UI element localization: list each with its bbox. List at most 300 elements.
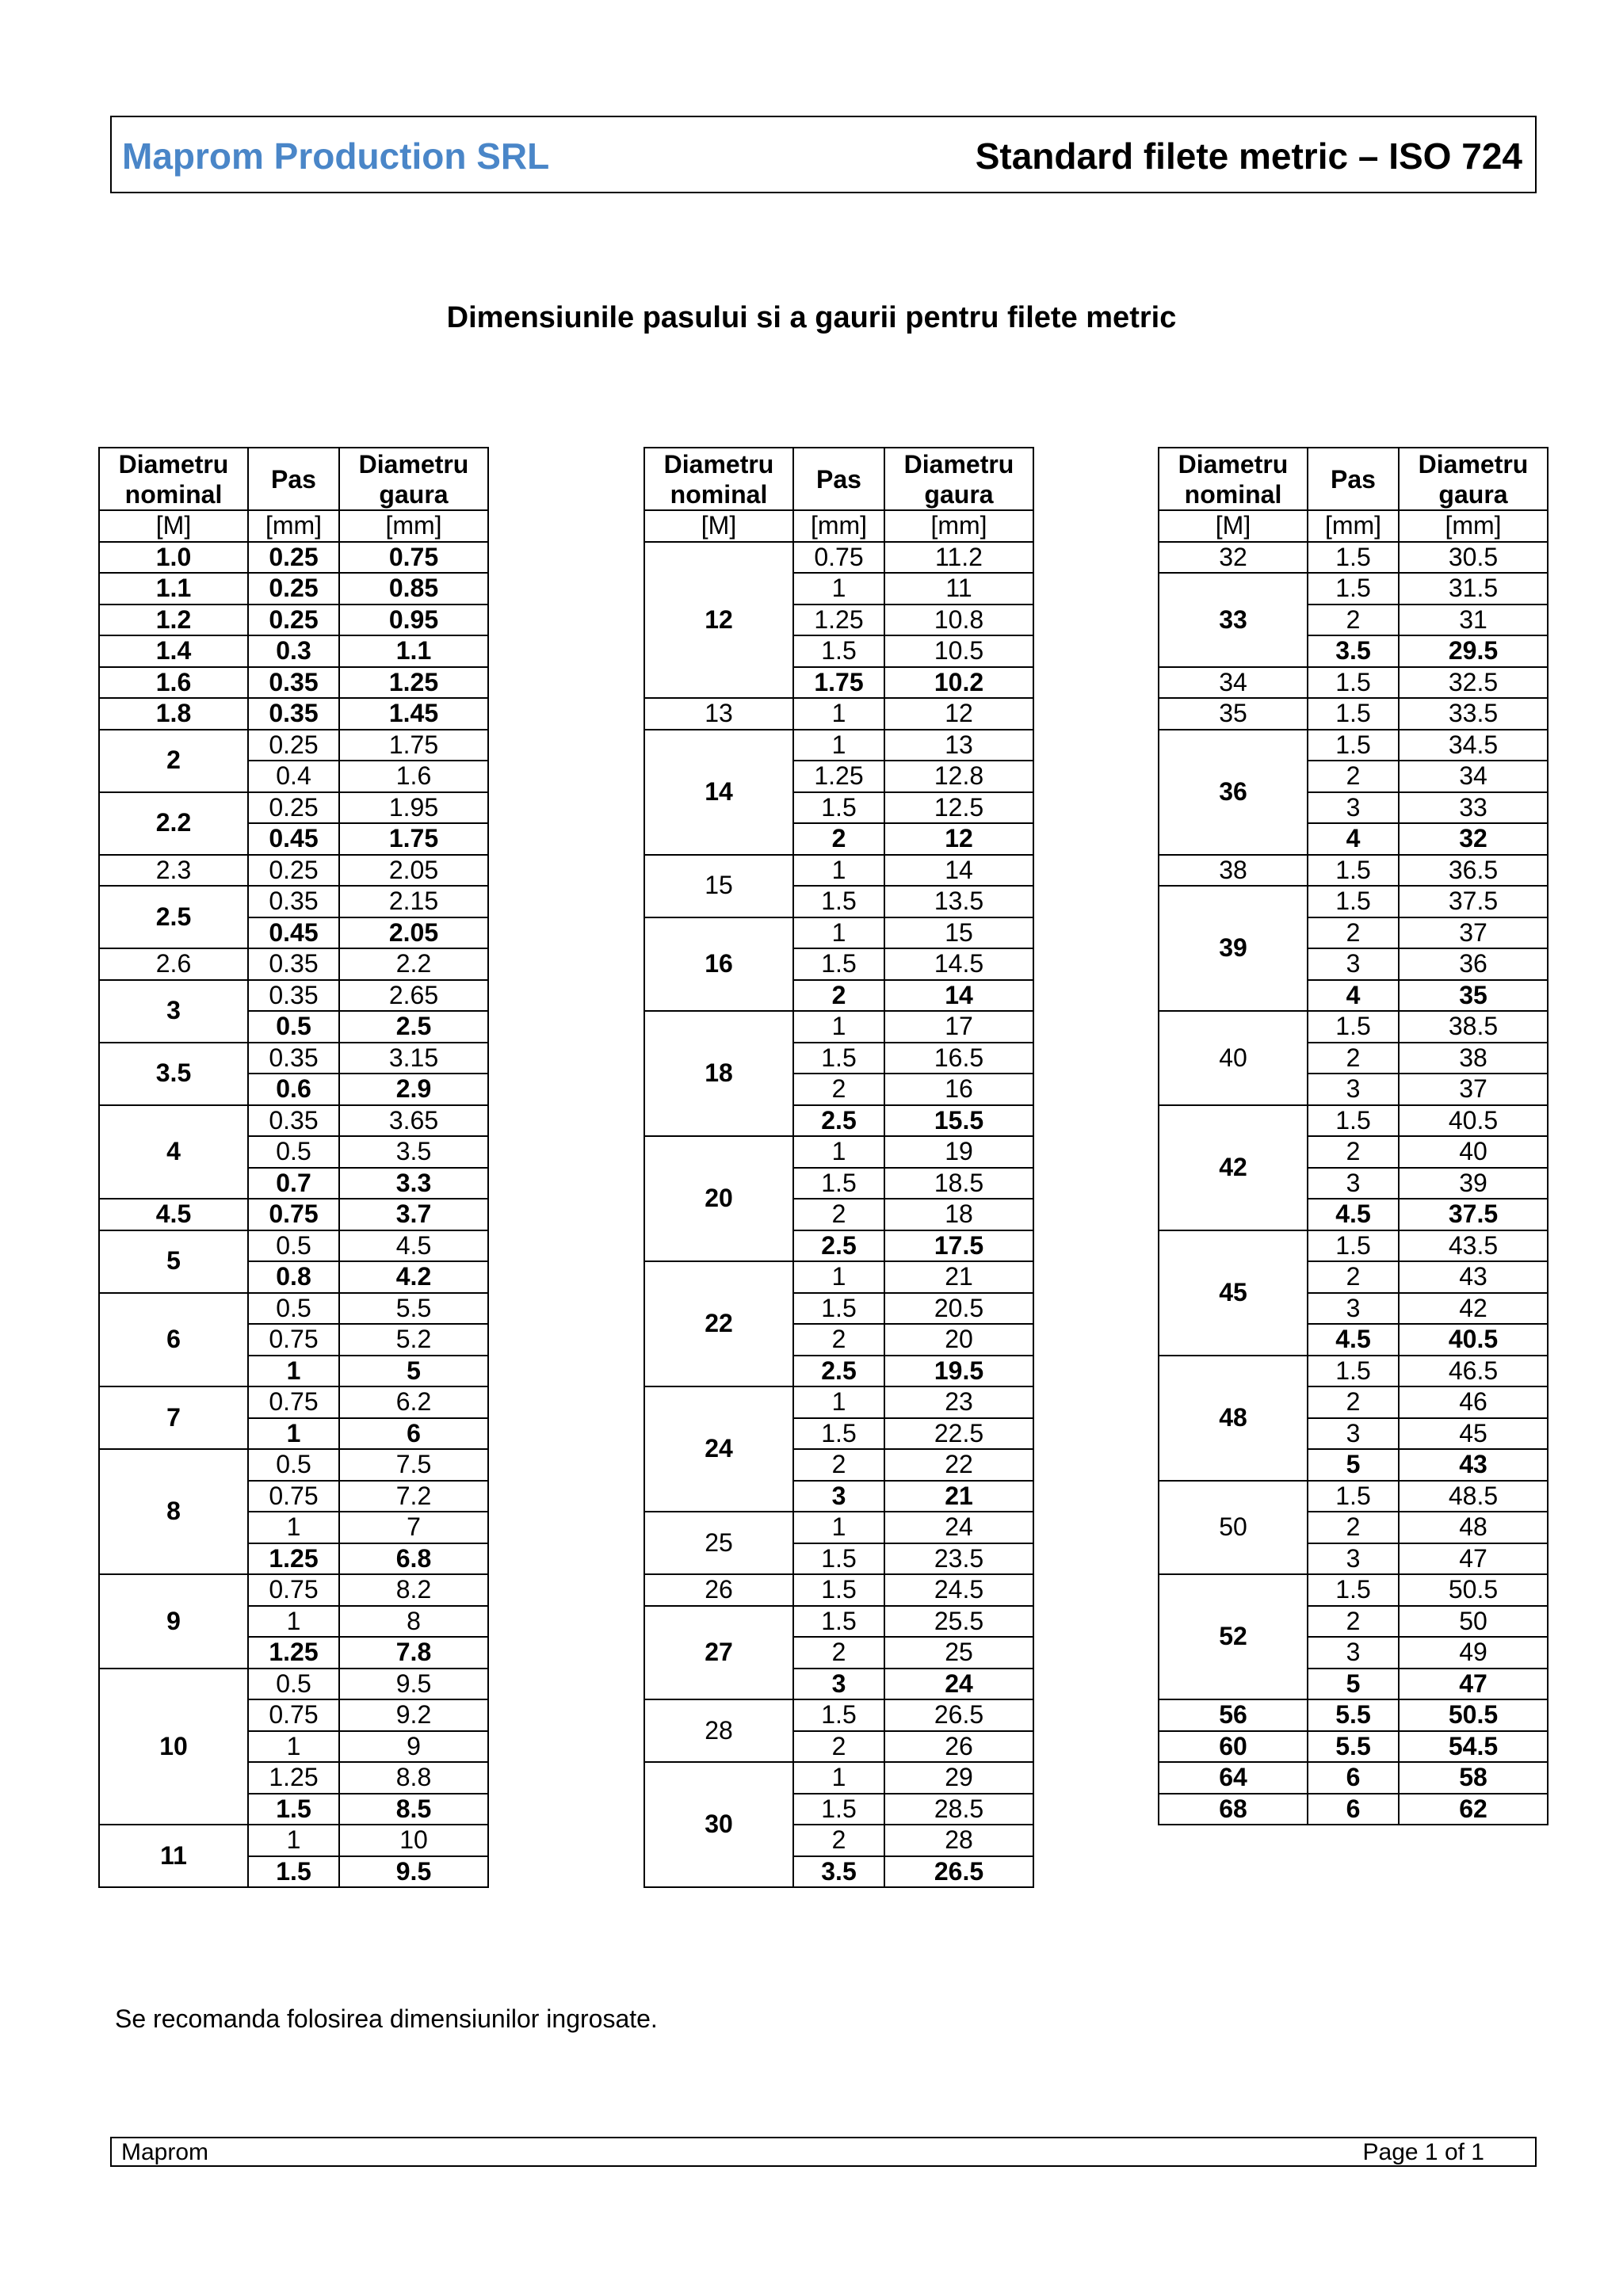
nominal-cell: 1.0: [99, 542, 248, 574]
table-row: [1159, 667, 1548, 699]
pitch-cell: 2: [793, 1074, 884, 1105]
header-pitch: Pas: [793, 448, 884, 510]
hole-cell: 5: [339, 1356, 488, 1387]
hole-cell: 16.5: [884, 1043, 1033, 1074]
table-row: [644, 917, 1033, 949]
units-row: [99, 510, 488, 542]
pitch-cell: 2: [1308, 1043, 1399, 1074]
hole-cell: 28.5: [884, 1794, 1033, 1825]
table-row: [99, 605, 488, 636]
pitch-cell: 1.25: [793, 761, 884, 792]
hole-cell: 29.5: [1399, 635, 1548, 667]
pitch-cell: 2: [793, 1199, 884, 1230]
hole-cell: 24: [884, 1669, 1033, 1700]
pitch-cell: 1.5: [1308, 1105, 1399, 1137]
hole-cell: 31.5: [1399, 573, 1548, 605]
pitch-cell: 0.45: [248, 823, 339, 855]
table-row: [1159, 886, 1548, 917]
table-row: [1159, 730, 1548, 761]
hole-cell: 2.65: [339, 980, 488, 1012]
hole-cell: 1.6: [339, 761, 488, 792]
nominal-cell: 8: [99, 1449, 248, 1574]
pitch-cell: 1.5: [1308, 698, 1399, 730]
thread-table-1: [98, 447, 489, 1888]
pitch-cell: 0.5: [248, 1136, 339, 1168]
pitch-cell: 0.5: [248, 1449, 339, 1481]
pitch-cell: 1.5: [248, 1856, 339, 1888]
nominal-cell: 40: [1159, 1011, 1308, 1105]
hole-cell: 38.5: [1399, 1011, 1548, 1043]
nominal-cell: 2.2: [99, 792, 248, 855]
pitch-cell: 0.25: [248, 573, 339, 605]
hole-cell: 36: [1399, 948, 1548, 980]
nominal-cell: 45: [1159, 1230, 1308, 1356]
table-row: [99, 667, 488, 699]
hole-cell: 46: [1399, 1386, 1548, 1418]
pitch-cell: 1.5: [793, 1606, 884, 1638]
hole-cell: 20.5: [884, 1293, 1033, 1325]
pitch-cell: 0.25: [248, 792, 339, 824]
hole-cell: 3.3: [339, 1168, 488, 1199]
table-row: [99, 698, 488, 730]
hole-cell: 34: [1399, 761, 1548, 792]
table-row: [1159, 1794, 1548, 1825]
hole-cell: 2.5: [339, 1011, 488, 1043]
pitch-cell: 0.25: [248, 855, 339, 887]
pitch-cell: 0.75: [248, 1199, 339, 1230]
hole-cell: 10.8: [884, 605, 1033, 636]
hole-cell: 18: [884, 1199, 1033, 1230]
hole-cell: 33.5: [1399, 698, 1548, 730]
hole-cell: 30.5: [1399, 542, 1548, 574]
table-row: [99, 1105, 488, 1137]
hole-cell: 8.2: [339, 1574, 488, 1606]
hole-cell: 47: [1399, 1669, 1548, 1700]
hole-cell: 37: [1399, 1074, 1548, 1105]
hole-cell: 3.5: [339, 1136, 488, 1168]
table-row: [99, 1386, 488, 1418]
hole-cell: 19.5: [884, 1356, 1033, 1387]
hole-cell: 37.5: [1399, 886, 1548, 917]
hole-cell: 38: [1399, 1043, 1548, 1074]
pitch-cell: 1: [248, 1418, 339, 1450]
hole-cell: 15: [884, 917, 1033, 949]
pitch-cell: 1.25: [248, 1543, 339, 1575]
table-row: [99, 792, 488, 824]
pitch-cell: 1: [248, 1512, 339, 1543]
table-row: [99, 730, 488, 761]
pitch-cell: 0.5: [248, 1011, 339, 1043]
table-row: [644, 1574, 1033, 1606]
table-row: [99, 1293, 488, 1325]
pitch-cell: 3: [1308, 792, 1399, 824]
page-footer: [110, 2137, 1537, 2167]
pitch-cell: 2.5: [793, 1356, 884, 1387]
nominal-cell: 11: [99, 1825, 248, 1887]
units-row: [1159, 510, 1548, 542]
pitch-cell: 0.3: [248, 635, 339, 667]
table-row: [644, 698, 1033, 730]
table-row: [644, 1512, 1033, 1543]
header-row: [644, 448, 1033, 510]
nominal-cell: 20: [644, 1136, 793, 1261]
table-row: [1159, 542, 1548, 574]
hole-cell: 6.8: [339, 1543, 488, 1575]
nominal-cell: 52: [1159, 1574, 1308, 1699]
hole-cell: 8.5: [339, 1794, 488, 1825]
pitch-cell: 1.5: [793, 948, 884, 980]
table-row: [99, 1043, 488, 1074]
table-row: [1159, 1574, 1548, 1606]
pitch-cell: 1: [248, 1606, 339, 1638]
pitch-cell: 4.5: [1308, 1324, 1399, 1356]
pitch-cell: 0.35: [248, 667, 339, 699]
pitch-cell: 1.5: [1308, 1481, 1399, 1512]
hole-cell: 40: [1399, 1136, 1548, 1168]
hole-cell: 21: [884, 1261, 1033, 1293]
hole-cell: 1.75: [339, 823, 488, 855]
thread-table-2: [643, 447, 1034, 1888]
hole-cell: 13: [884, 730, 1033, 761]
table-row: [99, 1825, 488, 1856]
pitch-cell: 2: [1308, 761, 1399, 792]
hole-cell: 13.5: [884, 886, 1033, 917]
pitch-cell: 1.75: [793, 667, 884, 699]
hole-cell: 3.65: [339, 1105, 488, 1137]
hole-cell: 29: [884, 1762, 1033, 1794]
unit-pitch: [mm]: [248, 510, 339, 542]
hole-cell: 12: [884, 823, 1033, 855]
pitch-cell: 1.5: [793, 792, 884, 824]
hole-cell: 9.5: [339, 1669, 488, 1700]
pitch-cell: 0.45: [248, 917, 339, 949]
pitch-cell: 2: [1308, 605, 1399, 636]
hole-cell: 46.5: [1399, 1356, 1548, 1387]
hole-cell: 28: [884, 1825, 1033, 1856]
pitch-cell: 5: [1308, 1449, 1399, 1481]
hole-cell: 9.5: [339, 1856, 488, 1888]
nominal-cell: 2.5: [99, 886, 248, 948]
table-row: [1159, 1699, 1548, 1731]
table-row: [99, 886, 488, 917]
hole-cell: 20: [884, 1324, 1033, 1356]
nominal-cell: 16: [644, 917, 793, 1012]
hole-cell: 58: [1399, 1762, 1548, 1794]
table-row: [99, 855, 488, 887]
table-row: [644, 1762, 1033, 1794]
nominal-cell: 5: [99, 1230, 248, 1293]
hole-cell: 5.5: [339, 1293, 488, 1325]
pitch-cell: 2: [793, 823, 884, 855]
nominal-cell: 1.2: [99, 605, 248, 636]
pitch-cell: 3: [1308, 1543, 1399, 1575]
nominal-cell: 4: [99, 1105, 248, 1199]
nominal-cell: 42: [1159, 1105, 1308, 1230]
table-row: [99, 1449, 488, 1481]
hole-cell: 11.2: [884, 542, 1033, 574]
pitch-cell: 1.25: [248, 1637, 339, 1669]
hole-cell: 39: [1399, 1168, 1548, 1199]
pitch-cell: 2: [793, 980, 884, 1012]
hole-cell: 1.45: [339, 698, 488, 730]
pitch-cell: 1: [248, 1356, 339, 1387]
table-row: [1159, 1011, 1548, 1043]
unit-nominal: [M]: [1159, 510, 1308, 542]
nominal-cell: 33: [1159, 573, 1308, 667]
table-row: [99, 542, 488, 574]
hole-cell: 7: [339, 1512, 488, 1543]
hole-cell: 9: [339, 1731, 488, 1763]
pitch-cell: 0.75: [248, 1324, 339, 1356]
hole-cell: 26.5: [884, 1699, 1033, 1731]
pitch-cell: 1: [793, 855, 884, 887]
hole-cell: 32: [1399, 823, 1548, 855]
table-row: [1159, 1105, 1548, 1137]
table-row: [1159, 1481, 1548, 1512]
pitch-cell: 1.5: [1308, 855, 1399, 887]
recommendation-note: Se recomanda folosirea dimensiunilor ingrosate.: [115, 2004, 658, 2033]
pitch-cell: 5.5: [1308, 1731, 1399, 1763]
hole-cell: 40.5: [1399, 1105, 1548, 1137]
hole-cell: 42: [1399, 1293, 1548, 1325]
unit-hole: [mm]: [884, 510, 1033, 542]
hole-cell: 22.5: [884, 1418, 1033, 1450]
pitch-cell: 1.5: [793, 1293, 884, 1325]
hole-cell: 34.5: [1399, 730, 1548, 761]
nominal-cell: 34: [1159, 667, 1308, 699]
hole-cell: 11: [884, 573, 1033, 605]
nominal-cell: 32: [1159, 542, 1308, 574]
hole-cell: 50.5: [1399, 1699, 1548, 1731]
nominal-cell: 13: [644, 698, 793, 730]
pitch-cell: 2: [793, 1731, 884, 1763]
hole-cell: 50: [1399, 1606, 1548, 1638]
hole-cell: 14.5: [884, 948, 1033, 980]
pitch-cell: 1.5: [1308, 1230, 1399, 1262]
pitch-cell: 1.5: [1308, 1011, 1399, 1043]
header-row: [99, 448, 488, 510]
nominal-cell: 48: [1159, 1356, 1308, 1481]
hole-cell: 4.2: [339, 1261, 488, 1293]
nominal-cell: 39: [1159, 886, 1308, 1011]
pitch-cell: 1: [793, 1762, 884, 1794]
hole-cell: 16: [884, 1074, 1033, 1105]
pitch-cell: 2: [1308, 1261, 1399, 1293]
pitch-cell: 1.5: [1308, 573, 1399, 605]
table-row: [99, 635, 488, 667]
table-row: [99, 1574, 488, 1606]
hole-cell: 8.8: [339, 1762, 488, 1794]
hole-cell: 7.8: [339, 1637, 488, 1669]
header-nominal: Diametru nominal: [644, 448, 793, 510]
table-row: [644, 1011, 1033, 1043]
hole-cell: 2.05: [339, 855, 488, 887]
pitch-cell: 6: [1308, 1762, 1399, 1794]
table-row: [99, 1230, 488, 1262]
hole-cell: 17: [884, 1011, 1033, 1043]
pitch-cell: 0.25: [248, 542, 339, 574]
nominal-cell: 1.6: [99, 667, 248, 699]
pitch-cell: 1.5: [1308, 667, 1399, 699]
footer-company: Maprom: [121, 2139, 209, 2165]
page-header: [110, 116, 1537, 193]
hole-cell: 23.5: [884, 1543, 1033, 1575]
hole-cell: 15.5: [884, 1105, 1033, 1137]
table-row: [1159, 698, 1548, 730]
header-hole: Diametru gaura: [884, 448, 1033, 510]
hole-cell: 0.95: [339, 605, 488, 636]
pitch-cell: 1.25: [248, 1762, 339, 1794]
pitch-cell: 5: [1308, 1669, 1399, 1700]
nominal-cell: 2.3: [99, 855, 248, 887]
nominal-cell: 1.4: [99, 635, 248, 667]
hole-cell: 7.5: [339, 1449, 488, 1481]
pitch-cell: 2: [1308, 1386, 1399, 1418]
nominal-cell: 25: [644, 1512, 793, 1574]
nominal-cell: 27: [644, 1606, 793, 1700]
hole-cell: 43.5: [1399, 1230, 1548, 1262]
pitch-cell: 1.5: [793, 1168, 884, 1199]
pitch-cell: 1.5: [793, 886, 884, 917]
nominal-cell: 30: [644, 1762, 793, 1887]
pitch-cell: 1: [793, 730, 884, 761]
pitch-cell: 3: [1308, 1168, 1399, 1199]
nominal-cell: 7: [99, 1386, 248, 1449]
pitch-cell: 1.5: [793, 1574, 884, 1606]
pitch-cell: 1.5: [793, 1699, 884, 1731]
pitch-cell: 1.5: [793, 1794, 884, 1825]
hole-cell: 0.75: [339, 542, 488, 574]
pitch-cell: 5.5: [1308, 1699, 1399, 1731]
pitch-cell: 3: [1308, 1637, 1399, 1669]
pitch-cell: 1.25: [793, 605, 884, 636]
header-nominal: Diametru nominal: [99, 448, 248, 510]
pitch-cell: 1: [248, 1825, 339, 1856]
hole-cell: 35: [1399, 980, 1548, 1012]
hole-cell: 10.2: [884, 667, 1033, 699]
nominal-cell: 9: [99, 1574, 248, 1669]
nominal-cell: 14: [644, 730, 793, 855]
hole-cell: 36.5: [1399, 855, 1548, 887]
nominal-cell: 10: [99, 1669, 248, 1825]
table-row: [644, 730, 1033, 761]
hole-cell: 17.5: [884, 1230, 1033, 1262]
nominal-cell: 26: [644, 1574, 793, 1606]
pitch-cell: 1.5: [248, 1794, 339, 1825]
pitch-cell: 0.35: [248, 1105, 339, 1137]
header-pitch: Pas: [1308, 448, 1399, 510]
unit-pitch: [mm]: [793, 510, 884, 542]
pitch-cell: 1: [793, 1261, 884, 1293]
table-row: [644, 1386, 1033, 1418]
hole-cell: 37.5: [1399, 1199, 1548, 1230]
table-row: [644, 1699, 1033, 1731]
pitch-cell: 2: [1308, 1512, 1399, 1543]
unit-pitch: [mm]: [1308, 510, 1399, 542]
hole-cell: 0.85: [339, 573, 488, 605]
nominal-cell: 3.5: [99, 1043, 248, 1105]
table-row: [644, 855, 1033, 887]
hole-cell: 24.5: [884, 1574, 1033, 1606]
hole-cell: 37: [1399, 917, 1548, 949]
pitch-cell: 0.35: [248, 698, 339, 730]
hole-cell: 3.15: [339, 1043, 488, 1074]
hole-cell: 2.9: [339, 1074, 488, 1105]
table-row: [644, 542, 1033, 574]
hole-cell: 32.5: [1399, 667, 1548, 699]
table-row: [1159, 1230, 1548, 1262]
pitch-cell: 2.5: [793, 1230, 884, 1262]
pitch-cell: 0.35: [248, 980, 339, 1012]
unit-nominal: [M]: [644, 510, 793, 542]
nominal-cell: 12: [644, 542, 793, 699]
nominal-cell: 64: [1159, 1762, 1308, 1794]
pitch-cell: 1.5: [1308, 886, 1399, 917]
pitch-cell: 1.5: [1308, 542, 1399, 574]
pitch-cell: 0.35: [248, 1043, 339, 1074]
hole-cell: 1.95: [339, 792, 488, 824]
pitch-cell: 1: [793, 698, 884, 730]
hole-cell: 25: [884, 1637, 1033, 1669]
hole-cell: 26: [884, 1731, 1033, 1763]
hole-cell: 43: [1399, 1261, 1548, 1293]
pitch-cell: 4.5: [1308, 1199, 1399, 1230]
pitch-cell: 3: [1308, 948, 1399, 980]
pitch-cell: 1: [793, 1386, 884, 1418]
hole-cell: 26.5: [884, 1856, 1033, 1888]
table-row: [644, 1261, 1033, 1293]
pitch-cell: 2: [1308, 1136, 1399, 1168]
hole-cell: 2.2: [339, 948, 488, 980]
hole-cell: 9.2: [339, 1699, 488, 1731]
pitch-cell: 0.25: [248, 605, 339, 636]
pitch-cell: 3: [793, 1481, 884, 1512]
hole-cell: 24: [884, 1512, 1033, 1543]
unit-nominal: [M]: [99, 510, 248, 542]
hole-cell: 3.7: [339, 1199, 488, 1230]
pitch-cell: 1.5: [793, 1043, 884, 1074]
nominal-cell: 2.6: [99, 948, 248, 980]
pitch-cell: 2: [793, 1637, 884, 1669]
hole-cell: 6: [339, 1418, 488, 1450]
pitch-cell: 0.25: [248, 730, 339, 761]
pitch-cell: 1: [248, 1731, 339, 1763]
nominal-cell: 50: [1159, 1481, 1308, 1575]
nominal-cell: 2: [99, 730, 248, 792]
nominal-cell: 28: [644, 1699, 793, 1762]
header-row: [1159, 448, 1548, 510]
table-row: [644, 1136, 1033, 1168]
nominal-cell: 1.1: [99, 573, 248, 605]
pitch-cell: 1.5: [793, 1418, 884, 1450]
nominal-cell: 15: [644, 855, 793, 917]
nominal-cell: 36: [1159, 730, 1308, 855]
pitch-cell: 1: [793, 1011, 884, 1043]
nominal-cell: 68: [1159, 1794, 1308, 1825]
table-row: [99, 573, 488, 605]
pitch-cell: 3.5: [793, 1856, 884, 1888]
pitch-cell: 1.5: [1308, 1574, 1399, 1606]
hole-cell: 23: [884, 1386, 1033, 1418]
table-row: [1159, 573, 1548, 605]
pitch-cell: 1: [793, 917, 884, 949]
nominal-cell: 60: [1159, 1731, 1308, 1763]
hole-cell: 12: [884, 698, 1033, 730]
hole-cell: 19: [884, 1136, 1033, 1168]
hole-cell: 14: [884, 855, 1033, 887]
pitch-cell: 0.75: [248, 1481, 339, 1512]
hole-cell: 33: [1399, 792, 1548, 824]
